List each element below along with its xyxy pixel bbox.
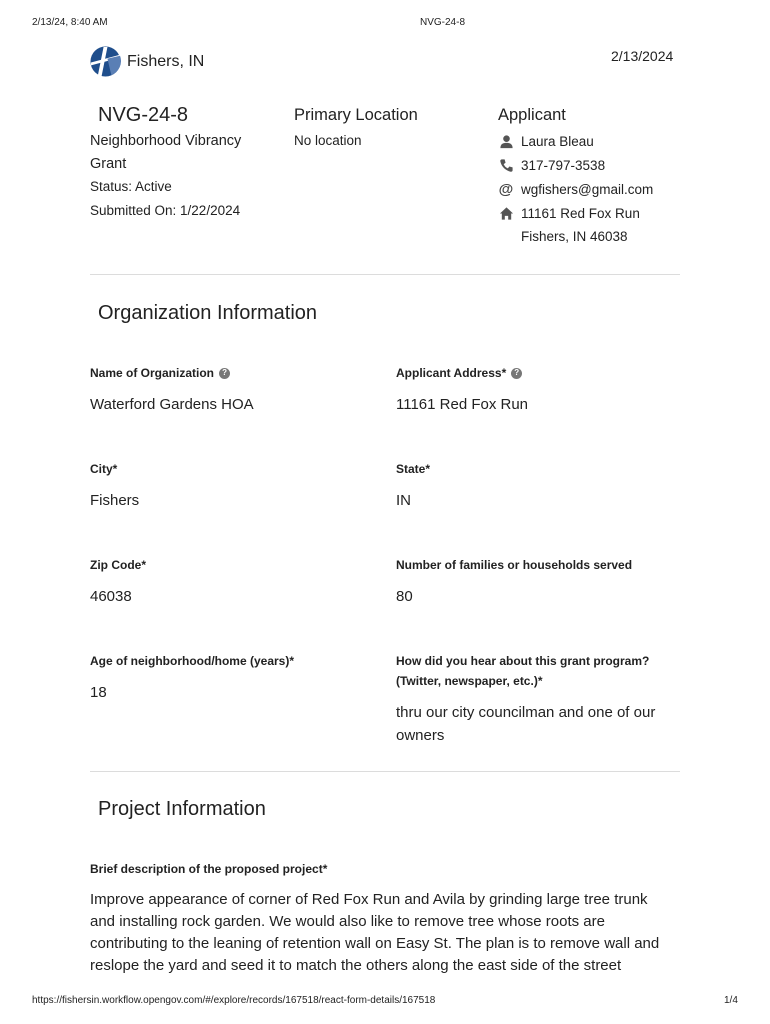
applicant-phone: 317-797-3538 <box>521 157 606 173</box>
hear-value <box>396 701 655 747</box>
applicant-address-row <box>498 205 640 221</box>
applicant-address-line-2: Fishers, IN 46038 <box>521 229 628 244</box>
project-description-line: reslope the yard and seed it to match the others along the east side of the street <box>90 957 622 974</box>
divider <box>90 274 680 275</box>
project-description-line: and installing rock garden. We would also like to remove tree whose roots are <box>90 913 605 930</box>
email-at-icon <box>498 181 514 197</box>
record-type <box>90 130 241 176</box>
applicant-name-row <box>498 133 594 149</box>
fishers-logo-icon <box>90 46 121 77</box>
project-section-title: Project Information <box>98 798 266 820</box>
person-icon <box>498 133 514 149</box>
org-section-title: Organization Information <box>98 302 318 324</box>
applicant-address-line-1: 11161 Red Fox Run <box>521 205 640 221</box>
help-icon[interactable]: ? <box>511 368 522 379</box>
hear-value-line-2: owners <box>396 727 445 744</box>
print-doc-title: NVG-24-8 <box>420 17 466 28</box>
households-label: Number of families or households served <box>396 558 633 572</box>
org-name-value: Waterford Gardens HOA <box>90 396 254 413</box>
phone-icon <box>498 157 514 173</box>
record-submitted-date: Submitted On: 1/22/2024 <box>90 203 241 218</box>
applicant-phone-row <box>498 157 605 173</box>
divider <box>90 771 680 772</box>
applicant-address-label-text: Applicant Address* <box>396 366 507 380</box>
print-url: https://fishersin.workflow.opengov.com/#/explore/records/167518/react-form-details/167518 <box>32 995 436 1006</box>
print-page-number: 1/4 <box>724 995 738 1006</box>
print-timestamp: 2/13/24, 8:40 AM <box>32 17 108 28</box>
org-logo-block <box>90 46 204 77</box>
record-type-line-2: Grant <box>90 156 127 172</box>
applicant-email: wgfishers@gmail.com <box>521 181 654 197</box>
city-label: City* <box>90 462 118 476</box>
primary-location-value: No location <box>294 133 362 148</box>
zip-label: Zip Code* <box>90 558 146 572</box>
households-value: 80 <box>396 588 413 605</box>
home-icon <box>498 205 514 221</box>
hear-label-line-2: (Twitter, newspaper, etc.)* <box>396 674 543 688</box>
applicant-address-value: 11161 Red Fox Run <box>396 396 529 413</box>
record-status: Status: Active <box>90 179 172 194</box>
record-type-line-1: Neighborhood Vibrancy <box>90 133 242 149</box>
city-value: Fishers <box>90 492 140 509</box>
hear-label <box>396 651 686 691</box>
state-label: State* <box>396 462 431 476</box>
hear-label-line-1: How did you hear about this grant program? <box>396 654 650 668</box>
help-icon[interactable]: ? <box>219 368 230 379</box>
record-id: NVG-24-8 <box>98 104 189 126</box>
project-description <box>90 889 680 977</box>
applicant-email-row <box>498 181 653 197</box>
org-name-label-text: Name of Organization <box>90 366 215 380</box>
age-label: Age of neighborhood/home (years)* <box>90 654 295 668</box>
zip-value: 46038 <box>90 588 132 605</box>
report-date: 2/13/2024 <box>611 48 674 64</box>
at-symbol: @ <box>498 180 514 198</box>
age-value: 18 <box>90 684 107 701</box>
org-name-label <box>90 363 230 383</box>
state-value: IN <box>396 492 411 509</box>
project-description-line: contributing to the leaning of retention wall on Easy St. The plan is to remove wall and <box>90 935 660 952</box>
applicant-title: Applicant <box>498 106 566 124</box>
org-name: Fishers, IN <box>127 52 205 70</box>
applicant-address-label <box>396 363 522 383</box>
applicant-name: Laura Bleau <box>521 133 594 149</box>
project-description-line: Improve appearance of corner of Red Fox Run and Avila by grinding large tree trunk <box>90 891 648 908</box>
primary-location-title: Primary Location <box>294 106 418 124</box>
hear-value-line-1: thru our city councilman and one of our <box>396 704 656 721</box>
project-description-label: Brief description of the proposed project* <box>90 862 328 876</box>
